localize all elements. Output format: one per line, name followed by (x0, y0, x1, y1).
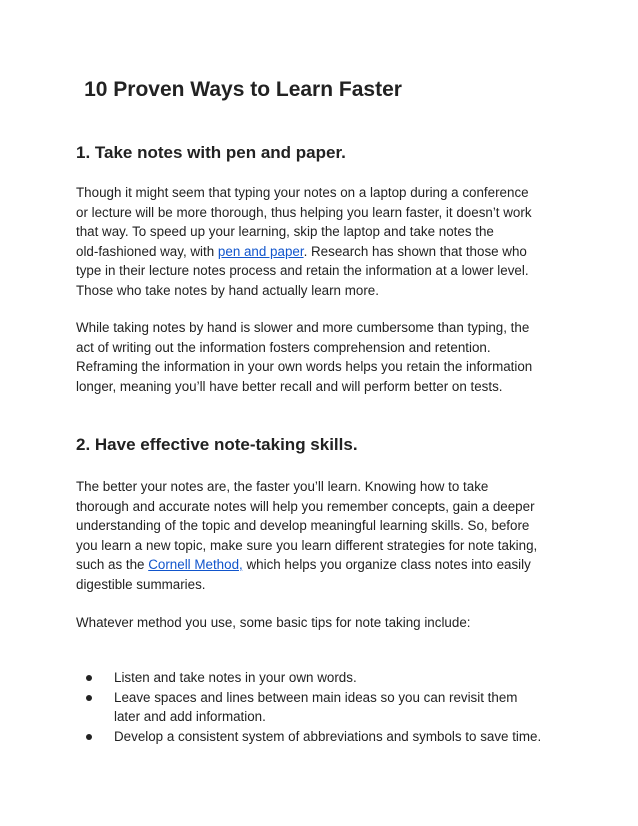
text-line: Though it might seem that typing your notes on a laptop during a conference (76, 185, 529, 200)
list-item-text: later and add information. (114, 709, 266, 724)
bullet-icon (86, 695, 92, 701)
text-line: act of writing out the information fosters comprehension and retention. (76, 339, 491, 355)
list-item-text: Develop a consistent system of abbreviations and symbols to save time. (114, 728, 542, 744)
bullet-icon (86, 734, 92, 740)
list-item-text: Leave spaces and lines between main ideas so you can revisit them (114, 689, 518, 705)
text-line: longer, meaning you’ll have better recall and will perform better on tests. (76, 378, 503, 394)
document-title: 10 Proven Ways to Learn Faster (84, 78, 402, 101)
text-line: type in their lecture notes process and retain the information at a lower level. (76, 263, 529, 278)
text-line: understanding of the topic and develop meaningful learning skills. So, before (76, 518, 530, 533)
text-line: or lecture will be more thorough, thus helping you learn faster, it doesn’t work (76, 204, 532, 220)
section-2-paragraph-2 (76, 613, 471, 633)
section-1-paragraph-1 (76, 183, 532, 300)
bullet-icon (86, 675, 92, 681)
text-line (76, 242, 532, 262)
text-segment: old-fashioned way, with (76, 243, 218, 259)
text-line: digestible summaries. (76, 576, 206, 592)
section-1-paragraph-2 (76, 318, 532, 396)
text-line: that way. To speed up your learning, skip the laptop and take notes the (76, 224, 494, 239)
text-line: While taking notes by hand is slower and more cumbersome than typing, the (76, 320, 530, 335)
cornell-method-link[interactable]: Cornell Method, (148, 557, 243, 572)
section-2-heading: 2. Have effective note-taking skills. (76, 435, 358, 454)
text-line: Reframing the information in your own words helps you retain the information (76, 359, 533, 374)
text-segment: . Research has shown that those who (303, 243, 527, 259)
text-line: thorough and accurate notes will help you remember concepts, gain a deeper (76, 498, 535, 514)
pen-and-paper-link[interactable]: pen and paper (217, 243, 304, 259)
tips-bullet-list (76, 668, 541, 746)
text-segment: which helps you organize class notes into easily (242, 557, 531, 572)
text-segment: such as the (76, 557, 149, 572)
list-item (76, 688, 541, 727)
list-item (76, 727, 541, 747)
text-line: The better your notes are, the faster you’ll learn. Knowing how to take (76, 479, 489, 494)
text-line: you learn a new topic, make sure you learn different strategies for note taking, (76, 537, 538, 553)
section-2-paragraph-1 (76, 477, 537, 594)
text-line (76, 555, 537, 575)
text-line: Those who take notes by hand actually learn more. (76, 282, 379, 298)
list-item-text: Listen and take notes in your own words. (114, 670, 357, 685)
list-item (76, 668, 541, 688)
section-1-heading: 1. Take notes with pen and paper. (76, 143, 346, 162)
text-line: Whatever method you use, some basic tips for note taking include: (76, 615, 471, 630)
